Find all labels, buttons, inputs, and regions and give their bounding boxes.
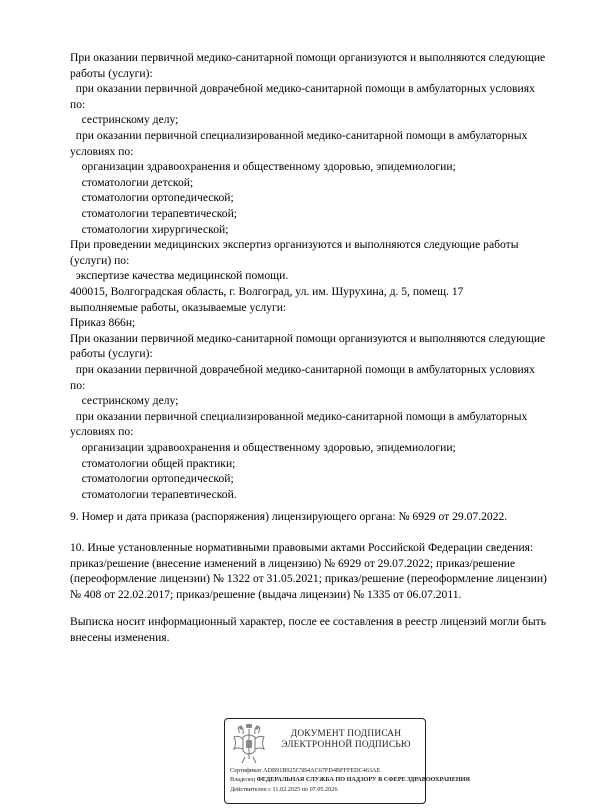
text-line: по:	[70, 97, 86, 111]
certificate-value: ADB91B925C5B4AC67FD4BFFFEDC463AE	[263, 767, 381, 774]
disclaimer-paragraph	[70, 614, 590, 645]
text-line: экспертизе качества медицинской помощи.	[70, 269, 289, 283]
text-line: (услуги) по:	[70, 253, 130, 267]
text-line: стоматологии общей практики;	[70, 456, 236, 470]
license-address-block-2	[70, 284, 590, 502]
text-line: при оказании первичной специализированной медико-санитарной помощи в амбулаторных	[70, 409, 528, 423]
text-line: стоматологии терапевтической;	[70, 206, 238, 220]
text-line: сестринскому делу;	[70, 113, 179, 127]
stamp-title-line-1: ДОКУМЕНТ ПОДПИСАН	[290, 729, 402, 739]
owner-label: Владелец	[230, 776, 256, 783]
text-line: При оказании первичной медико-санитарной помощи организуются и выполняются следующие	[70, 331, 546, 345]
stamp-title-line-2: ЭЛЕКТРОННОЙ ПОДПИСЬЮ	[281, 740, 411, 750]
text-line: условиях по:	[70, 144, 134, 158]
text-line: по:	[70, 378, 86, 392]
electronic-signature-stamp	[224, 718, 470, 804]
text-line: стоматологии терапевтической.	[70, 487, 237, 501]
text-line: работы (услуги):	[70, 66, 153, 80]
text-line: (переоформление лицензии) № 1322 от 31.05.2021; приказ/решение (переоформление лицензии)	[70, 572, 547, 586]
valid-label: Действителен	[230, 786, 267, 793]
text-line: стоматологии детской;	[70, 175, 194, 189]
text-line: Выписка носит информационный характер, после ее составления в реестр лицензий могли быть	[70, 615, 546, 628]
text-line: организации здравоохранения и общественному здоровью, эпидемиологии;	[70, 440, 456, 454]
text-line: приказ/решение (внесение изменений в лицензию) № 6929 от 29.07.2022; приказ/решение	[70, 556, 516, 570]
license-activities-block-1	[70, 50, 590, 284]
order-number-paragraph	[70, 509, 590, 525]
text-line: При оказании первичной медико-санитарной помощи организуются и выполняются следующие	[70, 51, 546, 64]
stamp-owner-row	[230, 776, 470, 784]
text-line: 10. Иные установленные нормативными правовыми актами Российской Федерации сведения:	[70, 541, 534, 554]
other-info-paragraph	[70, 540, 590, 602]
stamp-certificate-row	[230, 767, 380, 775]
text-line: выполняемые работы, оказываемые услуги:	[70, 300, 287, 314]
text-line: работы (услуги):	[70, 347, 153, 361]
text-line: При проведении медицинских экспертиз организуются и выполняются следующие работы	[70, 238, 519, 252]
text-line: внесены изменения.	[70, 630, 170, 644]
text-line: условиях по:	[70, 425, 134, 439]
stamp-title	[273, 729, 419, 751]
stamp-valid-row	[230, 786, 337, 794]
text-line: сестринскому делу;	[70, 394, 179, 408]
certificate-label: Сертификат	[230, 767, 262, 774]
valid-value: с 11.02.2025 по 07.05.2026	[268, 786, 338, 793]
text-line: стоматологии ортопедической;	[70, 191, 234, 205]
text-line: № 408 от 22.02.2017; приказ/решение (выдача лицензии) № 1335 от 06.07.2011.	[70, 587, 462, 601]
text-line: при оказании первичной специализированной медико-санитарной помощи в амбулаторных	[70, 128, 528, 142]
owner-value: ФЕДЕРАЛЬНАЯ СЛУЖБА ПО НАДЗОРУ В СФЕРЕ ЗДРАВООХРАНЕНИЯ	[256, 776, 470, 783]
text-line: стоматологии ортопедической;	[70, 472, 234, 486]
text-line: 9. Номер и дата приказа (распоряжения) лицензирующего органа: № 6929 от 29.07.2022.	[70, 510, 508, 523]
coat-of-arms-icon	[230, 723, 268, 765]
text-line: при оказании первичной доврачебной медико-санитарной помощи в амбулаторных условиях	[70, 82, 535, 96]
text-line: при оказании первичной доврачебной медико-санитарной помощи в амбулаторных условиях	[70, 362, 535, 376]
text-line: стоматологии хирургической;	[70, 222, 229, 236]
text-line: Приказ 866н;	[70, 316, 136, 330]
text-line: 400015, Волгоградская область, г. Волгоград, ул. им. Шурухина, д. 5, помещ. 17	[70, 285, 464, 298]
text-line: организации здравоохранения и общественному здоровью, эпидемиологии;	[70, 160, 456, 174]
